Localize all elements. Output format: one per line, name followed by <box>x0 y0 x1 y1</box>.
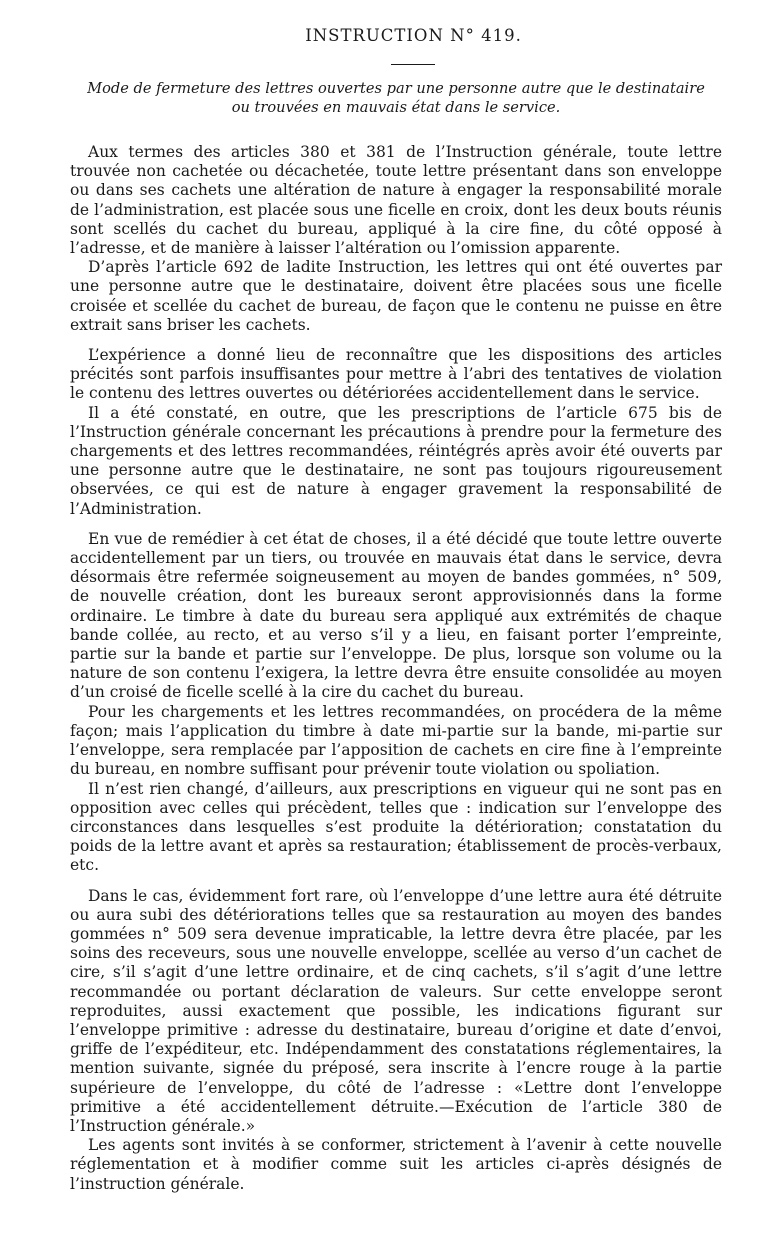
paragraph-5: En vue de remédier à cet état de choses, il a été décidé que toute lettre ouverte accidentellement par un tiers, ou trouvée en mauvais état dans le service, devra désormais être refermée soigneusement au moyen de bandes gommées, n° 509, de nouvelle création, dont les bureaux seront approvisionnés dans la forme ordinaire. Le timbre à date du bureau sera appliqué aux extrémités de chaque bande collée, au recto, et au verso s’il y a lieu, en faisant porter l’empreinte, partie sur la bande et partie sur l’enveloppe. De plus, lorsque son volume ou la nature de son contenu l’exigera, la lettre devra être ensuite consolidée au moyen d’un croisé de ficelle scellé à la cire du cachet du bureau. <box>70 529 722 702</box>
paragraph-2: D’après l’article 692 de ladite Instruction, les lettres qui ont été ouvertes par une personne autre que le destinataire, doivent être placées sous une ficelle croisée et scellée du cachet de bureau, de façon que le contenu ne puisse en être extrait sans briser les cachets. <box>70 258 722 334</box>
document-body <box>70 143 722 1194</box>
paragraph-3: L’expérience a donné lieu de reconnaître que les dispositions des articles précités sont parfois insuffisantes pour mettre à l’abri des tentatives de violation le contenu des lettres ouvertes ou détériorées accidentellement dans le service. <box>70 346 722 403</box>
document-header: INSTRUCTION N° 419. <box>305 26 522 45</box>
subtitle-line-1: Mode de fermeture des lettres ouvertes par une personne autre que le destinataire <box>87 80 705 97</box>
paragraph-9: Les agents sont invités à se conformer, strictement à l’avenir à cette nouvelle réglementation et à modifier comme suit les articles ci-après désignés de l’instruction générale. <box>70 1136 722 1193</box>
paragraph-4: Il a été constaté, en outre, que les prescriptions de l’article 675 bis de l’Instruction générale concernant les précautions à prendre pour la fermeture des chargements et des lettres recommandées, réintégrés après avoir été ouverts par une personne autre que le destinataire, ne sont pas toujours rigoureusement observées, ce qui est de nature à engager gravement la responsabilité de l’Administration. <box>70 403 722 518</box>
paragraph-8: Dans le cas, évidemment fort rare, où l’enveloppe d’une lettre aura été détruite ou aura subi des détériorations telles que sa restauration au moyen des bandes gommées n° 509 sera devenue impraticable, la lettre devra être placée, par les soins des receveurs, sous une nouvelle enveloppe, scellée au verso d’un cachet de cire, s’il s’agit d’une lettre ordinaire, et de cinq cachets, s’il s’agit d’une lettre recommandée ou portant déclaration de valeurs. Sur cette enveloppe seront reproduites, aussi exactement que possible, les indications figurant sur l’enveloppe primitive : adresse du destinataire, bureau d’origine et date d’envoi, griffe de l’expéditeur, etc. Indépendamment des constatations réglementaires, la mention suivante, signée du préposé, sera inscrite à l’encre rouge à la partie supérieure de l’enveloppe, du côté de l’adresse : «Lettre dont l’enveloppe primitive a été accidentellement détruite.—Exécution de l’article 380 de l’Instruction générale.» <box>70 886 722 1135</box>
header-divider <box>391 64 435 65</box>
paragraph-7: Il n’est rien changé, d’ailleurs, aux prescriptions en vigueur qui ne sont pas en opposition avec celles qui précèdent, telles que : indication sur l’enveloppe des circonstances dans lesquelles s’est produite la détérioration; constatation du poids de la lettre avant et après sa restauration; établissement de procès-verbaux, etc. <box>70 779 722 875</box>
document-subtitle <box>70 79 722 117</box>
subtitle-line-2: ou trouvées en mauvais état dans le service. <box>231 99 561 116</box>
paragraph-6: Pour les chargements et les lettres recommandées, on procédera de la même façon; mais l’application du timbre à date mi-partie sur la bande, mi-partie sur l’enveloppe, sera remplacée par l’apposition de cachets en cire fine à l’empreinte du bureau, en nombre suffisant pour prévenir toute violation ou spoliation. <box>70 702 722 779</box>
paragraph-1: Aux termes des articles 380 et 381 de l’Instruction générale, toute lettre trouvée non cachetée ou décachetée, toute lettre présentant dans son enveloppe ou dans ses cachets une altération de nature à engager la responsabilité morale de l’administration, est placée sous une ficelle en croix, dont les deux bouts réunis sont scellés du cachet du bureau, appliqué à la cire fine, du côté opposé à l’adresse, et de manière à laisser l’altération ou l’omission apparente. <box>70 143 722 258</box>
